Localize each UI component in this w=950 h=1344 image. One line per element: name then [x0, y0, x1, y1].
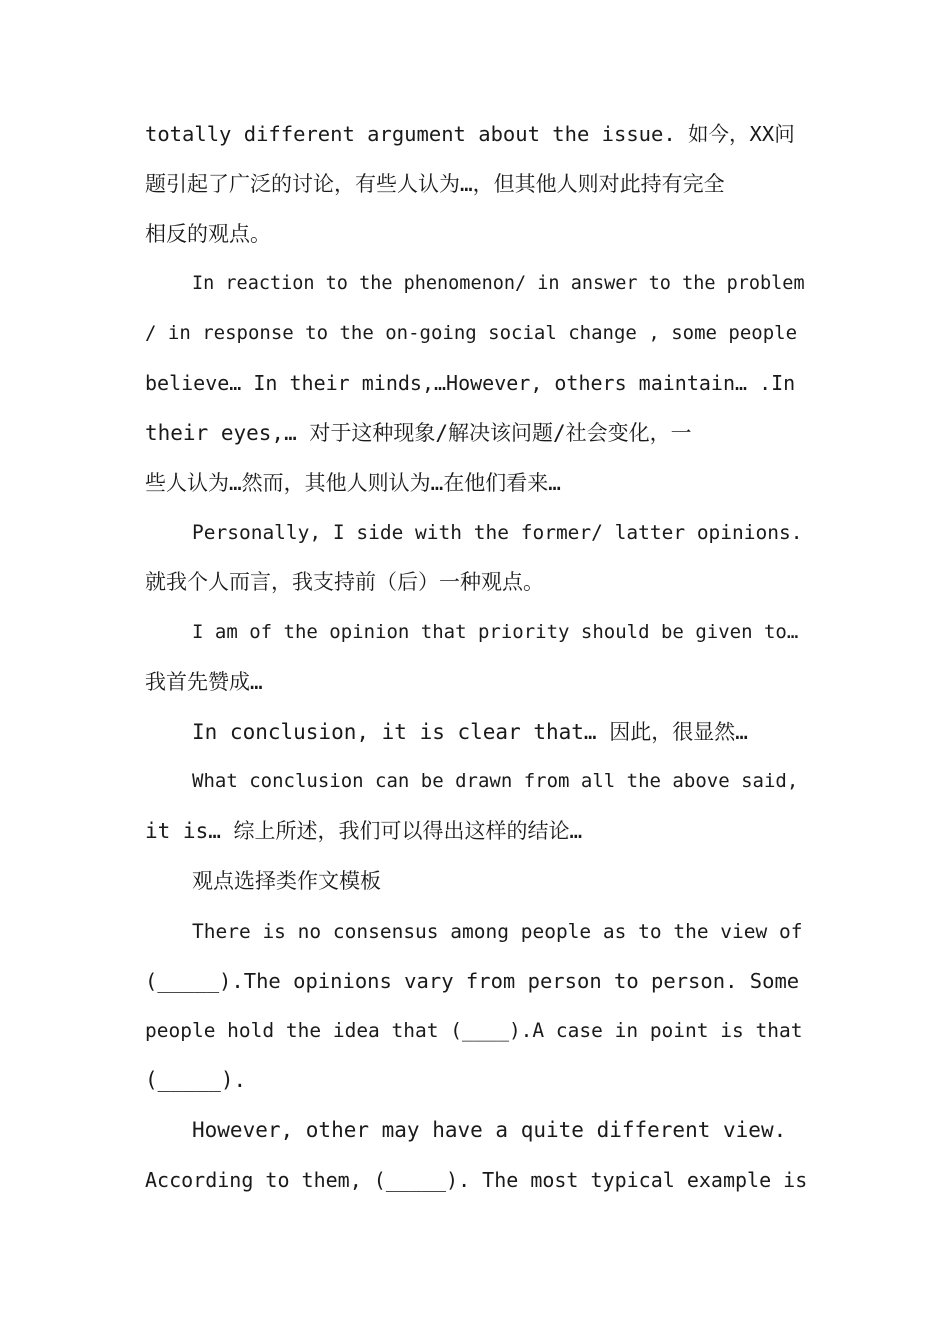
paragraph-5 [145, 708, 810, 758]
text-line: There is no consensus among people as to the view of [192, 919, 803, 943]
text-line: their eyes,… 对于这种现象/解决该问题/社会变化，一 [145, 420, 692, 445]
text-line: people hold the idea that (____).A case in point is that [145, 1019, 803, 1043]
paragraph-1 [145, 110, 810, 259]
text-line: believe… In their minds,…However, others maintain… .In [145, 370, 796, 395]
text-line: 就我个人而言，我支持前（后）一种观点。 [145, 570, 544, 595]
paragraph-9 [145, 1106, 810, 1206]
paragraph-4 [145, 608, 810, 708]
text-line: totally different argument about the issue. 如今，XX问 [145, 122, 795, 146]
text-line: According to them, (_____). The most typical example is [145, 1167, 808, 1192]
text-line: (_____). [145, 1068, 247, 1093]
text-line: In conclusion, it is clear that… 因此，很显然… [192, 719, 748, 744]
heading-text: 观点选择类作文模板 [192, 868, 381, 893]
text-line: 相反的观点。 [145, 221, 271, 246]
text-line: 题引起了广泛的讨论，有些人认为…，但其他人则对此持有完全 [145, 171, 725, 196]
text-line: However, other may have a quite different view. [192, 1117, 787, 1142]
document-body [145, 110, 810, 1206]
text-line: Personally, I side with the former/ latter opinions. [192, 521, 803, 545]
text-line: 些人认为…然而，其他人则认为…在他们看来… [145, 470, 561, 495]
section-heading [145, 857, 810, 907]
text-line: it is… 综上所述，我们可以得出这样的结论… [145, 819, 583, 844]
paragraph-3 [145, 508, 810, 608]
paragraph-6 [145, 757, 810, 857]
text-line: I am of the opinion that priority should be given to… [192, 620, 799, 643]
paragraph-8 [145, 907, 810, 1106]
text-line: / in response to the on-going social change , some people [145, 322, 798, 345]
text-line: 我首先赞成… [145, 669, 263, 694]
text-line: In reaction to the phenomenon/ in answer to the problem [192, 273, 805, 295]
paragraph-2 [145, 259, 810, 508]
text-line: (_____).The opinions vary from person to person. Some [145, 968, 800, 993]
text-line: What conclusion can be drawn from all the above said, [192, 770, 799, 793]
